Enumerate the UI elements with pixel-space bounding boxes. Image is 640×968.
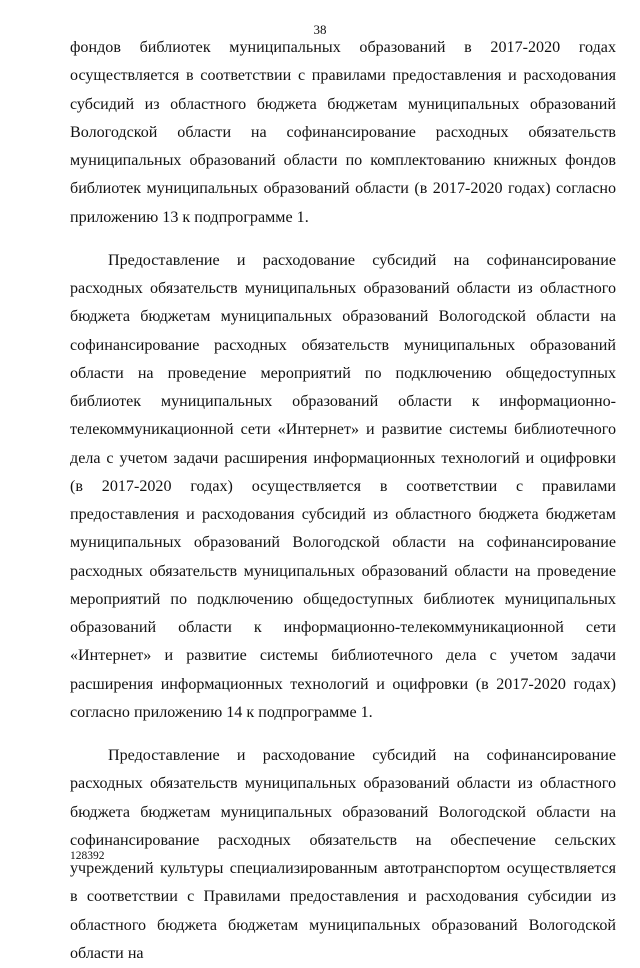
page-number: 38 <box>313 22 327 37</box>
document-code: 128392 <box>70 850 105 862</box>
paragraph-subsidy-autotransport: Предоставление и расходование субсидий на софинансирование расходных обязательств муниципальных образований области из областного бюджета бюджетам муниципальных образований Вологодской области на софинансирование расходных обязательств на обеспечение сельских учреждений культуры специализированным автотранспортом осуществляется в соответствии с Правилами предоставления и расходования субсидии из областного бюджета бюджетам муниципальных образований Вологодской области на <box>70 747 616 962</box>
document-body <box>70 34 616 968</box>
paragraph-continuation: фондов библиотек муниципальных образований в 2017-2020 годах осуществляется в соответствии с правилами предоставления и расходования субсидий из областного бюджета бюджетам муниципальных образований Вологодской области на софинансирование расходных обязательств муниципальных образований области по комплектованию книжных фондов библиотек муниципальных образований области (в 2017-2020 годах) согласно приложению 13 к подпрограмме 1. <box>70 39 616 226</box>
paragraph-subsidy-internet: Предоставление и расходование субсидий на софинансирование расходных обязательств муниципальных образований области из областного бюджета бюджетам муниципальных образований Вологодской области на софинансирование расходных обязательств муниципальных образований области на проведение мероприятий по подключению общедоступных библиотек муниципальных образований области к информационно-телекоммуникационной сети «Интернет» и развитие системы библиотечного дела с учетом задачи расширения информационных технологий и оцифровки (в 2017-2020 годах) осуществляется в соответствии с правилами предоставления и расходования субсидий из областного бюджета бюджетам муниципальных образований Вологодской области на софинансирование расходных обязательств муниципальных образований области на проведение мероприятий по подключению общедоступных библиотек муниципальных образований области к информационно-телекоммуникационной сети «Интернет» и развитие системы библиотечного дела с учетом задачи расширения информационных технологий и оцифровки (в 2017-2020 годах) согласно приложению 14 к подпрограмме 1. <box>70 251 616 721</box>
